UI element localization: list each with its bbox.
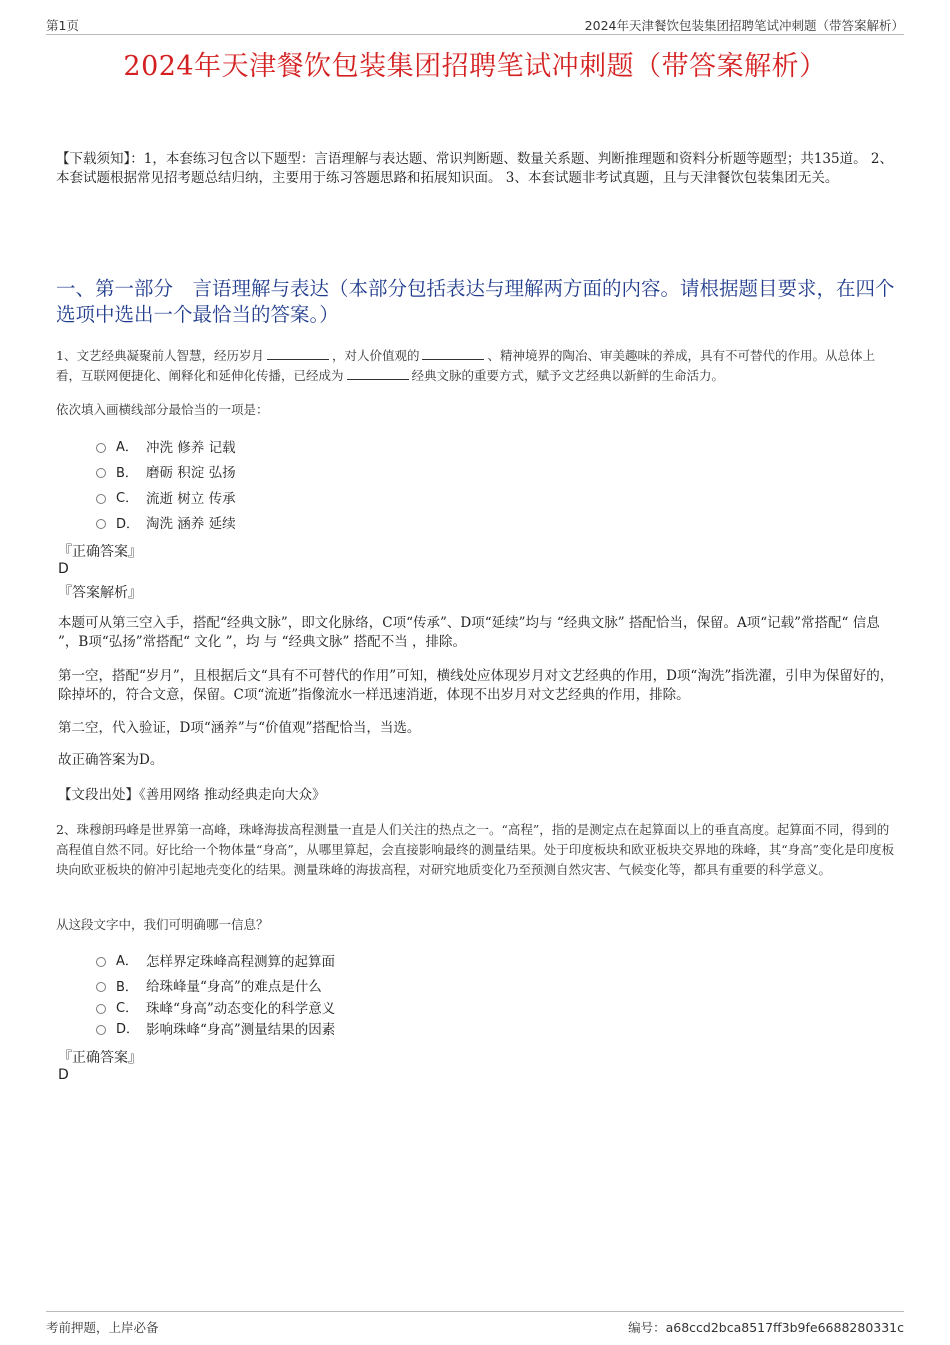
section-title: 一、第一部分 言语理解与表达（本部分包括表达与理解两方面的内容。请根据题目要求，在四个选项中选出一个最恰当的答案。） — [56, 277, 895, 326]
footer-code: 编号：a68ccd2bca8517ff3b9fe6688280331c — [628, 1320, 904, 1335]
question-2-prompt: 从这段文字中，我们可明确哪一信息？ — [56, 917, 269, 932]
question-2-text: 2、珠穆朗玛峰是世界第一高峰，珠峰海拔高程测量一直是人们关注的热点之一。“高程”，指的是测定点在起算面以上的垂直高度。起算面不同，得到的高程值自然不同。好比给一个物体量“身高”，从哪里算起，会直接影响最终的测量结果。处于印度板块和欧亚板块交界地的珠峰，其“身高”变化是印度板块向欧亚板块的俯冲引起地壳变化的结果。测量珠峰的海拔高程，对研究地质变化乃至预测自然灾害、气候变化等，都具有重要的科学意义。 — [56, 822, 895, 877]
page-footer — [46, 1311, 904, 1338]
radio-icon[interactable] — [96, 957, 106, 967]
question-1-options — [96, 433, 236, 535]
answer-label: 『正确答案』 — [58, 1050, 142, 1066]
option-text: 珠峰“身高”动态变化的科学意义 — [146, 1000, 336, 1017]
radio-icon[interactable] — [96, 519, 106, 529]
answer-label: 『正确答案』 — [58, 544, 142, 560]
option-a[interactable]: A． 怎样界定珠峰高程测算的起算面 — [96, 947, 335, 973]
radio-icon[interactable] — [96, 1004, 106, 1014]
question-1-prompt: 依次填入画横线部分最恰当的一项是： — [56, 402, 269, 417]
page-number: 第1页 — [46, 18, 79, 33]
radio-icon[interactable] — [96, 1025, 106, 1035]
page-header — [46, 14, 904, 35]
fill-blank — [267, 348, 329, 360]
option-text: 冲洗 修养 记载 — [146, 439, 236, 456]
option-d[interactable]: D． 影响珠峰“身高”测量结果的因素 — [96, 1015, 335, 1041]
download-notice: 【下载须知】：1，本套练习包含以下题型：言语理解与表达题、常识判断题、数量关系题、判断推理题和资料分析题等题型；共135道。 2、本套试题根据常见招考题总结归纳，主要用于练习答题思路和拓展知识面。 3、本套试题非考试真题，且与天津餐饮包装集团无关。 — [56, 151, 893, 186]
option-text: 磨砺 积淀 弘扬 — [146, 465, 236, 482]
source-citation: 【文段出处】《善用网络 推动经典走向大众》 — [58, 787, 326, 803]
question-2-options — [96, 947, 335, 1041]
radio-icon[interactable] — [96, 468, 106, 478]
question-1-text: 1、文艺经典凝聚前人智慧，经历岁月 ，对人价值观的 、精神境界的陶冶、审美趣味的养成，具有不可替代的作用。从总体上看，互联网便捷化、阐释化和延伸化传播，已经成为 经典文脉的重要方式，赋予文艺经典以新鲜的生命活力。 — [56, 348, 875, 383]
option-b[interactable]: B． 给珠峰量“身高”的难点是什么 — [96, 973, 335, 999]
option-b[interactable]: B． 磨砺 积淀 弘扬 — [96, 459, 236, 485]
analysis-paragraph: 故正确答案为D。 — [58, 752, 164, 768]
option-text: 影响珠峰“身高”测量结果的因素 — [146, 1021, 336, 1038]
answer-value: D — [58, 1067, 69, 1083]
option-text: 给珠峰量“身高”的难点是什么 — [146, 979, 322, 996]
analysis-paragraph: 本题可从第三空入手，搭配“经典文脉”，即文化脉络，C项“传承”、D项“延续”均与 “经典文脉” 搭配恰当，保留。A项“记载”常搭配“ 信息 ”，B项“弘扬”常搭配“ 文化 ”，均 与 “经典文脉” 搭配不当 ，排除。 — [58, 615, 880, 650]
analysis-label: 『答案解析』 — [58, 585, 142, 601]
option-a[interactable]: A． 冲洗 修养 记载 — [96, 433, 236, 459]
option-c[interactable]: C． 珠峰“身高”动态变化的科学意义 — [96, 998, 335, 1015]
option-text: 淘洗 涵养 延续 — [146, 516, 236, 533]
option-c[interactable]: C． 流逝 树立 传承 — [96, 484, 236, 510]
option-text: 怎样界定珠峰高程测算的起算面 — [146, 953, 335, 970]
option-d[interactable]: D． 淘洗 涵养 延续 — [96, 510, 236, 536]
answer-value: D — [58, 561, 69, 577]
radio-icon[interactable] — [96, 443, 106, 453]
header-doc-title: 2024年天津餐饮包装集团招聘笔试冲刺题（带答案解析） — [584, 18, 904, 33]
radio-icon[interactable] — [96, 982, 106, 992]
fill-blank — [422, 348, 484, 360]
analysis-paragraph: 第二空，代入验证，D项“涵养”与“价值观”搭配恰当，当选。 — [58, 720, 421, 736]
option-text: 流逝 树立 传承 — [146, 490, 236, 507]
fill-blank — [347, 368, 409, 380]
page-title: 2024年天津餐饮包装集团招聘笔试冲刺题（带答案解析） — [123, 51, 827, 82]
analysis-paragraph: 第一空，搭配“岁月”，且根据后文“具有不可替代的作用”可知，横线处应体现岁月对文艺经典的作用，D项“淘洗”指洗濯，引申为保留好的，除掉坏的，符合文意，保留。C项“流逝”指像流水一样迅速消逝，体现不出岁月对文艺经典的作用，排除。 — [58, 668, 894, 703]
footer-slogan: 考前押题，上岸必备 — [46, 1320, 159, 1335]
radio-icon[interactable] — [96, 494, 106, 504]
